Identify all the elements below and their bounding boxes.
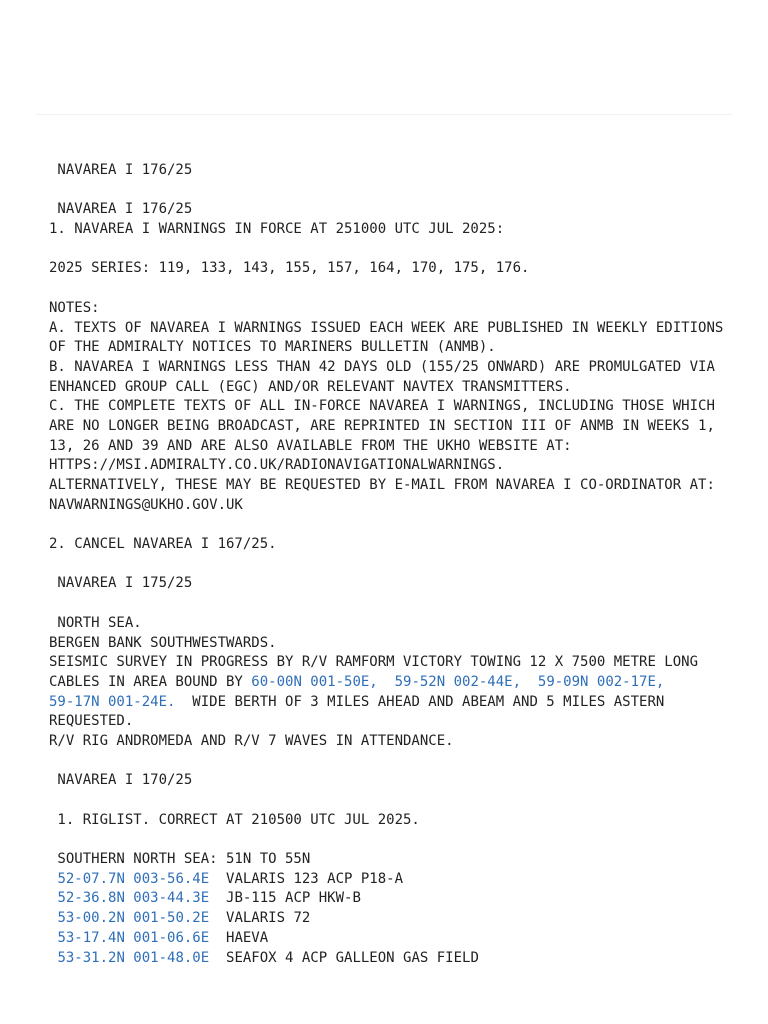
coordinate-link[interactable]: 53-17.4N 001-06.6E [57, 929, 210, 946]
text-line [49, 949, 739, 969]
line-text: 2025 SERIES: 119, 133, 143, 155, 157, 164, 170, 175, 176. [49, 260, 530, 277]
line-text: NORTH SEA. [49, 614, 142, 631]
line-text: CABLES IN AREA BOUND BY [49, 673, 252, 690]
text-line [49, 752, 739, 772]
text-line [49, 830, 739, 850]
text-line [49, 712, 739, 732]
text-line [49, 594, 739, 614]
text-line [49, 535, 739, 555]
text-line [49, 889, 739, 909]
text-line [49, 476, 739, 496]
text-line [49, 555, 739, 575]
text-line [49, 319, 739, 339]
coordinate-link[interactable]: 52-36.8N 003-44.3E [57, 890, 210, 907]
line-text: ENHANCED GROUP CALL (EGC) AND/OR RELEVANT NAVTEX TRANSMITTERS. [49, 378, 572, 395]
line-text: SOUTHERN NORTH SEA: 51N TO 55N [49, 851, 311, 868]
text-line [49, 929, 739, 949]
text-line [49, 200, 739, 220]
text-line [49, 693, 739, 713]
coordinate-link[interactable]: 53-31.2N 001-48.0E [57, 949, 210, 966]
text-line [49, 791, 739, 811]
line-text: NAVAREA I 176/25 [49, 162, 193, 178]
text-line [49, 397, 739, 417]
text-line [49, 437, 739, 457]
line-text: NAVAREA I 170/25 [49, 772, 193, 789]
line-text: BERGEN BANK SOUTHWESTWARDS. [49, 634, 277, 651]
text-line [49, 850, 739, 870]
line-text: 13, 26 AND 39 AND ARE ALSO AVAILABLE FROM THE UKHO WEBSITE AT: [49, 437, 572, 454]
line-text: WIDE BERTH OF 3 MILES AHEAD AND ABEAM AND 5 MILES ASTERN [175, 693, 665, 710]
line-text: REQUESTED. [49, 713, 134, 730]
line-text: SEISMIC SURVEY IN PROGRESS BY R/V RAMFORM VICTORY TOWING 12 X 7500 METRE LONG [49, 654, 699, 671]
text-line [49, 259, 739, 279]
text-line [49, 240, 739, 260]
line-text: 1. NAVAREA I WARNINGS IN FORCE AT 251000 UTC JUL 2025: [49, 221, 505, 238]
text-line [49, 299, 739, 319]
line-text: VALARIS 72 [209, 910, 311, 927]
line-text [521, 674, 538, 690]
text-line [49, 673, 739, 693]
text-line [49, 220, 739, 240]
text-line [49, 574, 739, 594]
coordinate-link[interactable]: 59-52N 002-44E, [394, 673, 522, 690]
coordinate-link[interactable]: 52-07.7N 003-56.4E [57, 870, 210, 887]
line-text: R/V RIG ANDROMEDA AND R/V 7 WAVES IN ATTENDANCE. [49, 732, 454, 749]
text-line [49, 870, 739, 890]
line-text: NAVAREA I 175/25 [49, 575, 193, 592]
text-line [49, 161, 739, 181]
text-line [49, 614, 739, 634]
coordinate-link[interactable]: 59-17N 001-24E. [49, 693, 176, 710]
text-line [49, 181, 739, 201]
text-line [49, 653, 739, 673]
text-line [49, 771, 739, 791]
text-line [49, 811, 739, 831]
text-line [49, 378, 739, 398]
line-text: NOTES: [49, 299, 100, 316]
text-line [49, 909, 739, 929]
text-line [49, 456, 739, 476]
line-text: HTTPS://MSI.ADMIRALTY.CO.UK/RADIONAVIGATIONALWARNINGS. [49, 457, 505, 474]
line-text: 2. CANCEL NAVAREA I 167/25. [49, 536, 277, 553]
text-line [49, 279, 739, 299]
text-line [49, 515, 739, 535]
coordinate-link[interactable]: 59-09N 002-17E, [537, 673, 665, 690]
line-text: B. NAVAREA I WARNINGS LESS THAN 42 DAYS OLD (155/25 ONWARD) ARE PROMULGATED VIA [49, 358, 715, 375]
line-text: SEAFOX 4 ACP GALLEON GAS FIELD [209, 949, 479, 966]
line-text: ALTERNATIVELY, THESE MAY BE REQUESTED BY E-MAIL FROM NAVAREA I CO-ORDINATOR AT: [49, 477, 715, 493]
navarea-warnings-document [49, 161, 739, 968]
text-line [49, 732, 739, 752]
text-line [49, 338, 739, 358]
text-line [49, 634, 739, 654]
text-line [49, 496, 739, 516]
coordinate-link[interactable]: 60-00N 001-50E, [251, 673, 378, 690]
coordinate-link[interactable]: 53-00.2N 001-50.2E [57, 910, 210, 927]
line-text: JB-115 ACP HKW-B [209, 890, 361, 907]
line-text: NAVAREA I 176/25 [49, 201, 193, 218]
line-text: VALARIS 123 ACP P18-A [209, 870, 404, 887]
line-text: 1. RIGLIST. CORRECT AT 210500 UTC JUL 2025. [49, 811, 420, 828]
line-text: HAEVA [209, 929, 269, 946]
line-text [378, 674, 395, 690]
line-text: OF THE ADMIRALTY NOTICES TO MARINERS BULLETIN (ANMB). [49, 339, 496, 356]
text-line [49, 417, 739, 437]
line-text: C. THE COMPLETE TEXTS OF ALL IN-FORCE NAVAREA I WARNINGS, INCLUDING THOSE WHICH [49, 398, 715, 415]
header-divider [36, 114, 732, 115]
line-text: NAVWARNINGS@UKHO.GOV.UK [49, 496, 243, 513]
line-text: A. TEXTS OF NAVAREA I WARNINGS ISSUED EACH WEEK ARE PUBLISHED IN WEEKLY EDITIONS [49, 319, 724, 336]
text-line [49, 358, 739, 378]
line-text: ARE NO LONGER BEING BROADCAST, ARE REPRINTED IN SECTION III OF ANMB IN WEEKS 1, [49, 417, 715, 434]
